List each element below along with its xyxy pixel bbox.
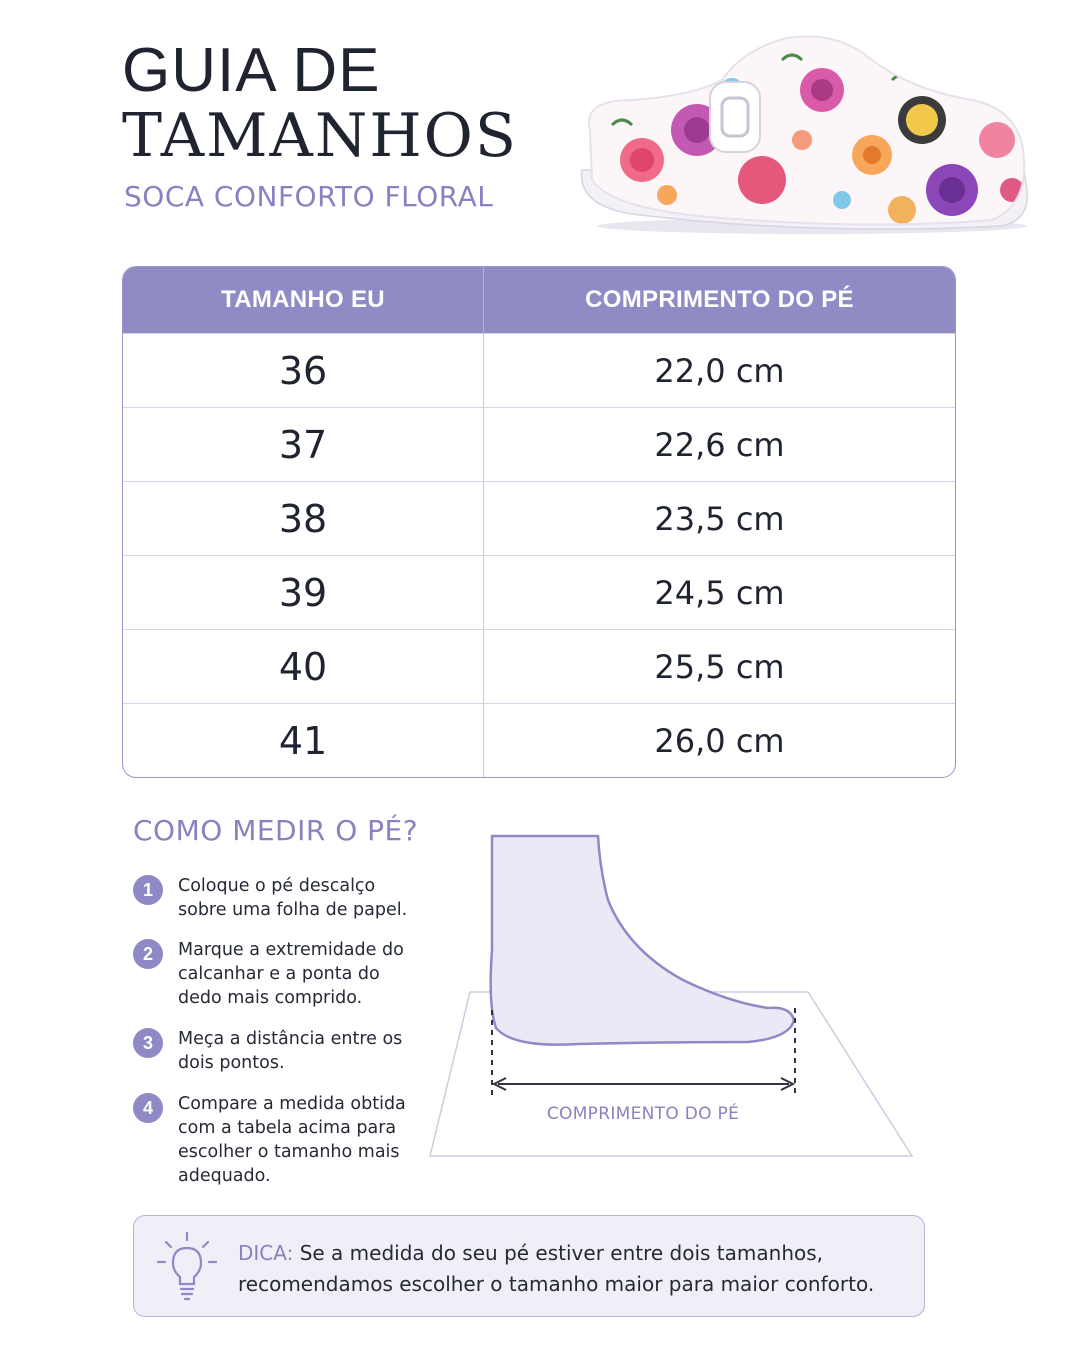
table-row — [123, 481, 955, 555]
length-cell: 22,0 cm — [654, 351, 785, 390]
tip-box — [133, 1215, 925, 1317]
how-to-title: COMO MEDIR O PÉ? — [133, 814, 419, 847]
size-cell: 39 — [123, 556, 484, 629]
size-cell: 41 — [123, 704, 484, 777]
step-number-badge: 3 — [133, 1028, 163, 1058]
table-row — [123, 407, 955, 481]
length-cell: 25,5 cm — [654, 647, 785, 686]
tip-body: Se a medida do seu pé estiver entre dois tamanhos, recomendamos escolher o tamanho maior para maior conforto. — [238, 1241, 875, 1296]
step-1 — [133, 874, 428, 922]
length-cell: 24,5 cm — [654, 573, 785, 612]
tip-text — [238, 1238, 908, 1300]
size-cell: 38 — [123, 482, 484, 555]
step-text: Compare a medida obtida com a tabela acima para escolher o tamanho mais adequado. — [178, 1094, 406, 1186]
floral-clog-product-image — [572, 30, 1032, 235]
size-cell: 40 — [123, 630, 484, 703]
header-size: TAMANHO EU — [123, 267, 484, 333]
step-4 — [133, 1092, 428, 1188]
size-cell: 37 — [123, 408, 484, 481]
header-length: COMPRIMENTO DO PÉ — [585, 286, 854, 313]
length-cell: 23,5 cm — [654, 499, 785, 538]
lightbulb-icon — [154, 1230, 220, 1304]
length-cell: 22,6 cm — [654, 425, 785, 464]
step-2 — [133, 938, 428, 1010]
product-subtitle: SOCA CONFORTO FLORAL — [124, 180, 494, 213]
step-text: Meça a distância entre os dois pontos. — [178, 1029, 403, 1073]
page-title-line2: TAMANHOS — [122, 101, 518, 171]
diagram-caption: COMPRIMENTO DO PÉ — [546, 1104, 740, 1124]
step-number-badge: 4 — [133, 1093, 163, 1123]
size-table — [122, 266, 956, 778]
length-cell: 26,0 cm — [654, 721, 785, 760]
table-row — [123, 703, 955, 777]
step-3 — [133, 1027, 428, 1075]
step-text: Marque a extremidade do calcanhar e a ponta do dedo mais comprido. — [178, 940, 404, 1008]
step-number-badge: 2 — [133, 939, 163, 969]
table-row — [123, 333, 955, 407]
page-title-line1: GUIA DE — [122, 36, 381, 105]
tip-label: DICA: — [238, 1241, 294, 1265]
step-number-badge: 1 — [133, 875, 163, 905]
table-row — [123, 555, 955, 629]
step-text: Coloque o pé descalço sobre uma folha de papel. — [178, 876, 408, 920]
size-cell: 36 — [123, 334, 484, 407]
table-row — [123, 629, 955, 703]
table-header — [123, 267, 955, 333]
